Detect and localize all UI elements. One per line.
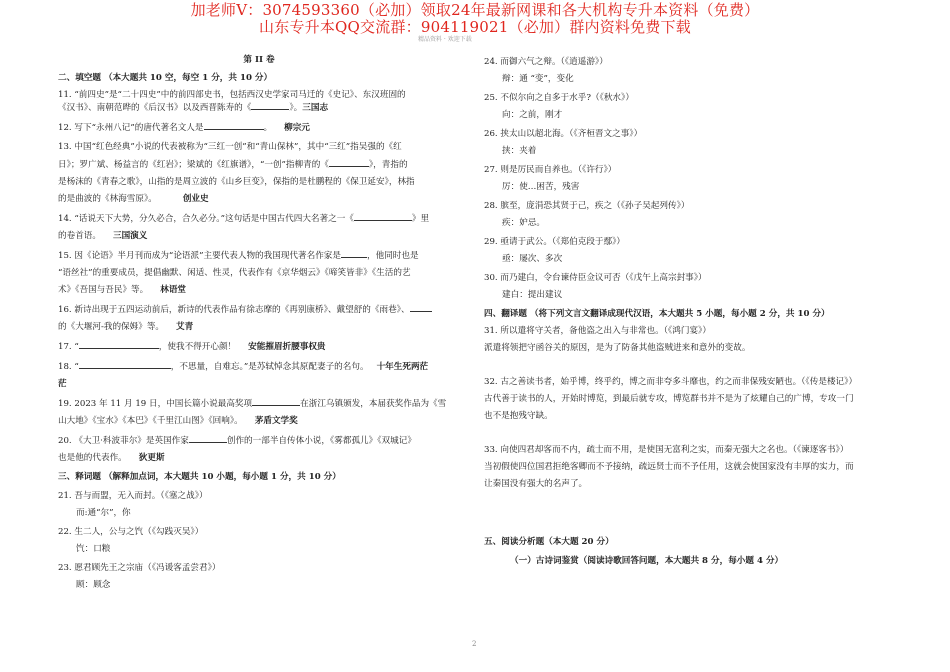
q30: 30. 而乃建白，令台谏侍臣佥议可否（《戊午上高宗封事》）: [484, 273, 707, 283]
section-5-heading: 五、阅读分析题（本大题 20 分）: [484, 537, 614, 547]
q14-answer: 三国演义: [112, 231, 148, 241]
q14-line2: 的卷首语。 三国演义: [58, 231, 148, 241]
q30-answer: 建白：提出建议: [502, 290, 563, 300]
q13-line1: 13. 中国“红色经典”小说的代表被称为“三红一创”和“青山保林”，其中“三红”指吴强的《红: [58, 142, 402, 152]
q26: 26. 挟太山以超北海。（《齐桓晋文之事》）: [484, 129, 643, 139]
q32-answer-line2: 也不是抱残守缺。: [484, 411, 553, 421]
q11-answer: 三国志: [302, 103, 329, 113]
right-column: [484, 56, 892, 567]
ad-banner-line1: 加老师V：3074593360（必加）领取24年最新网课和各大机构专升本资料（免费）: [190, 1, 760, 19]
q13-line4: 的是曲波的《林海雪原》。 创业史: [58, 194, 209, 204]
q18-answer: 十年生死两茫: [376, 362, 429, 372]
q21: 21. 吾与而盟，无入而封。（《塞之战》）: [58, 491, 208, 501]
page-number: 2: [472, 640, 477, 648]
q19-line2: 山大地》《宝水》《本巴》《千里江山图》《回响》。 茅盾文学奖: [58, 416, 298, 426]
q16-line1: 16. 新诗出现于五四运动前后，新诗的代表作品有徐志摩的《再别康桥》、戴望舒的《雨巷》、: [58, 303, 460, 316]
q25: 25. 不似尔向之自多于水乎?（《秋水》）: [484, 93, 634, 103]
q20-line2: 也是他的代表作。 狄更斯: [58, 453, 165, 463]
q26-answer: 挟：夹着: [502, 146, 537, 156]
q14-line1: 14. “话说天下大势，分久必合，合久必分。”这句话是中国古代四大名著之一《 》里: [58, 214, 430, 224]
section-3-heading: 三、释词题 （解释加点词，本大题共 10 小题，每小题 1 分，共 10 分）: [58, 472, 341, 482]
q23: 23. 愿君顾先王之宗庙（《冯谖客孟尝君》）: [58, 563, 221, 573]
q31: 31. 所以遣将守关者，备他盗之出入与非常也。（《鸿门宴》）: [484, 326, 711, 336]
q15-line2: “语丝社”的重要成员，提倡幽默、闲适、性灵，代表作有《京华烟云》《啼笑皆非》《生活的艺: [58, 268, 411, 278]
q29: 29. 亟请于武公。（《郑伯克段于鄢》）: [484, 237, 625, 247]
q15-line3: 术》《吾国与吾民》等。 林语堂: [58, 285, 187, 295]
q20-answer: 狄更斯: [138, 453, 165, 463]
q22: 22. 生二人，公与之饩（《勾践灭吴》）: [58, 527, 204, 537]
q24-answer: 辩：通 “变”，变化: [502, 74, 574, 84]
q15-line1: 15. 因《论语》半月刊而成为“论语派”主要代表人物的我国现代著名作家是 ，他同时也是: [58, 251, 419, 261]
q13-answer: 创业史: [182, 194, 209, 204]
q19-line1: 19. 2023 年 11 月 19 日，中国长篇小说最高奖项 在浙江乌镇颁发，本届获奖作品为《雪: [58, 399, 447, 409]
q33: 33. 向使四君却客而不内，疏士而不用，是使国无富利之实，而秦无强大之名也。（《谏逐客书》）: [484, 445, 849, 455]
q17: 17. “ ，使我不得开心颜！ 安能摧眉折腰事权贵: [58, 342, 326, 352]
q12-answer: 柳宗元: [284, 123, 310, 133]
q31-answer: 派遣将领把守函谷关的原因，是为了防备其他盗贼进来和意外的变故。: [484, 343, 751, 353]
q17-answer: 安能摧眉折腰事权贵: [248, 342, 326, 352]
q16-answer: 艾青: [176, 322, 194, 332]
q18-line1: 18. “ ，不思量，自难忘。”是苏轼悼念其原配妻子的名句。 十年生死两茫: [58, 362, 429, 372]
volume-title: 第 II 卷: [243, 55, 275, 65]
q13-line2: 日》；罗广斌、杨益言的《红岩》；梁斌的《红旗谱》，“一创”指柳青的《 》，青指的: [58, 160, 408, 170]
q20-line1: 20. 《大卫·科波菲尔》是英国作家 创作的一部半自传体小说，《雾都孤儿》《双城记》: [58, 436, 416, 446]
q27: 27. 则是厉民而自养也。（《许行》）: [484, 165, 617, 175]
section-2-heading: 二、填空题 （本大题共 10 空，每空 1 分，共 10 分）: [58, 73, 273, 83]
q23-answer: 顾：顾念: [76, 580, 111, 590]
q27-answer: 厉：使…困苦，残害: [502, 182, 580, 192]
q11-line1: 11. “前四史”是“二十四史”中的前四部史书，包括西汉史学家司马迁的《史记》、东汉班固的: [58, 90, 406, 100]
q28-answer: 疾：妒忌。: [502, 218, 545, 228]
section-5-subheading: （一）古诗词鉴赏（阅读诗歌回答问题，本大题共 8 分，每小题 4 分）: [510, 556, 784, 566]
q28: 28. 膑至，庞涓恐其贤于己，疾之（《孙子吴起列传》）: [484, 201, 690, 211]
q21-answer: 而:通“尔”，你: [76, 508, 131, 518]
q29-answer: 亟：屡次、多次: [502, 254, 563, 264]
q18-answer-cont: 茫: [58, 379, 67, 389]
q19-answer: 茅盾文学奖: [254, 416, 298, 426]
q33-answer-line2: 让秦国没有强大的名声了。: [484, 479, 588, 489]
ad-banner-line2: 山东专升本QQ交流群：904119021（必加）群内资料免费下载: [259, 18, 691, 36]
q11-line2: 《汉书》、南朝范晔的《后汉书》以及西晋陈寿的《 》。三国志: [58, 103, 329, 113]
q33-answer-line1: 当初假使四位国君拒绝客卿而不予接纳，疏远贤士而不予任用，这就会使国家没有丰厚的实力，而: [484, 462, 854, 472]
q32: 32. 古之善读书者，始乎博，终乎约，博之而非夸多斗靡也，约之而非保残安陋也。（《传是楼记》）: [484, 377, 858, 387]
q15-answer: 林语堂: [160, 285, 187, 295]
q25-answer: 向：之前，刚才: [502, 110, 563, 120]
q24: 24. 而御六气之辩。（《逍遥游》）: [484, 57, 608, 67]
q13-line3: 是杨沫的《青春之歌》，山指的是周立波的《山乡巨变》，保指的是杜鹏程的《保卫延安》，林指: [58, 177, 415, 187]
header-small-text: 精品资料 · 欢迎下载: [418, 36, 472, 43]
q32-answer-line1: 古代善于读书的人，开始时博览，到最后就专攻，博览群书并不是为了炫耀自己的广博，专攻一门: [484, 394, 854, 404]
q16-line2: 的《大堰河-我的保姆》等。 艾青: [58, 322, 194, 332]
q12: 12. 写下“永州八记”的唐代著名文人是 。 柳宗元: [58, 123, 310, 133]
left-column: [58, 52, 460, 591]
section-4-heading: 四、翻译题 （将下列文言文翻译成现代汉语，本大题共 5 小题，每小题 2 分，共 10 分）: [484, 309, 830, 319]
q22-answer: 饩：口粮: [76, 544, 111, 554]
